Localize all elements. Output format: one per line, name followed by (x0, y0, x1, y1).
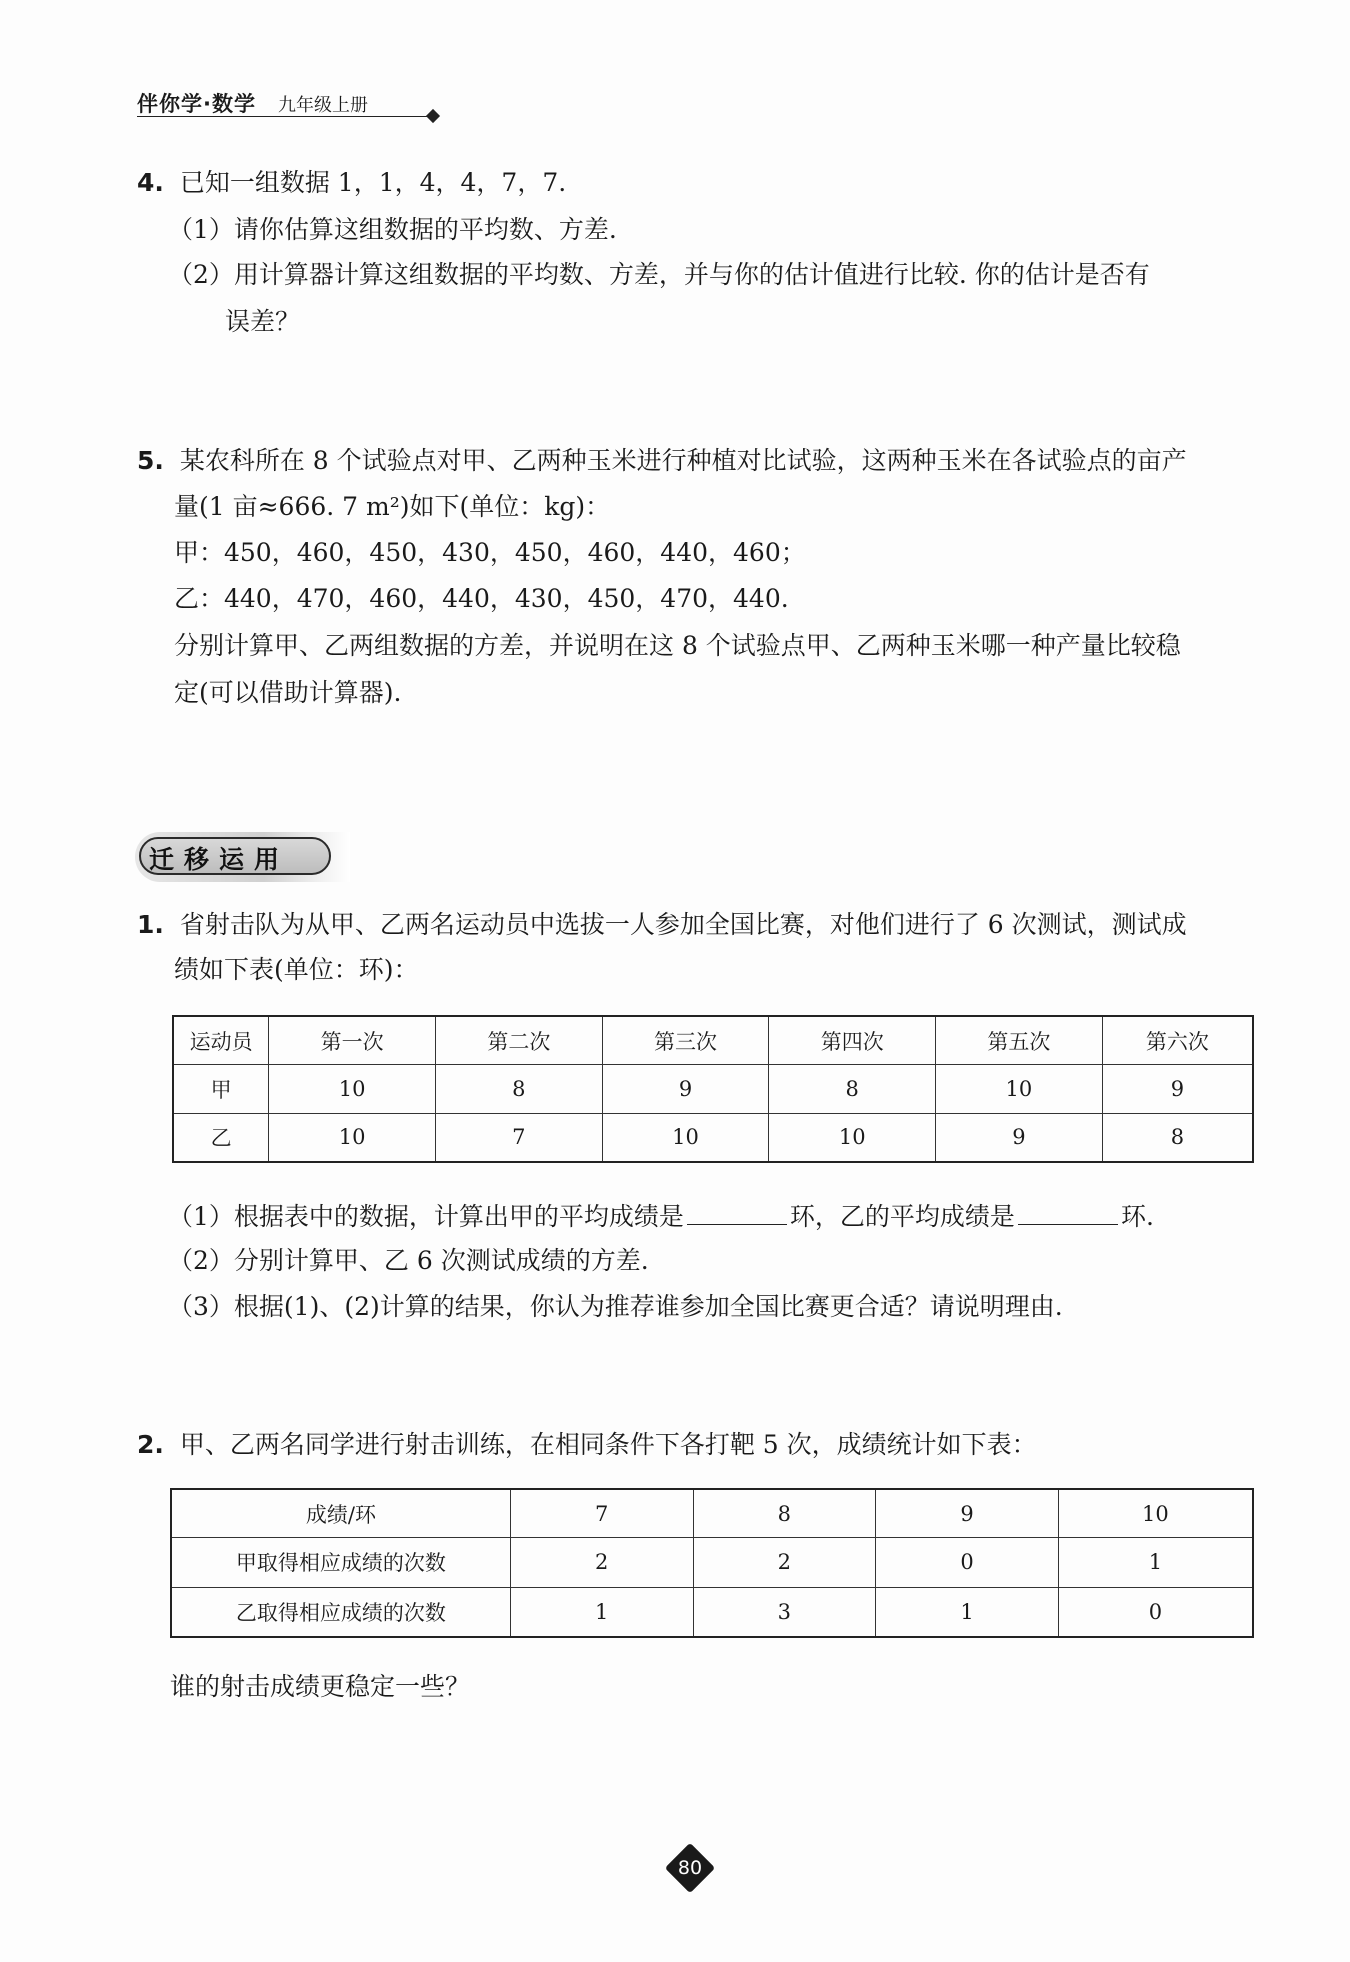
q5-yi-data: 乙：440，470，460，440，430，450，470，440. (174, 584, 789, 613)
s1-part1 (168, 1202, 1154, 1229)
table-cell: 9 (602, 1065, 769, 1114)
table-header-cell: 运动员 (173, 1016, 269, 1065)
table-row (171, 1587, 1253, 1637)
table-row (171, 1538, 1253, 1588)
table-header-cell: 第二次 (436, 1016, 603, 1065)
table-header-cell: 第一次 (269, 1016, 436, 1065)
table-header-cell: 7 (510, 1489, 693, 1538)
page-number: 80 (677, 1857, 703, 1879)
s2-score-table (170, 1488, 1254, 1638)
table-cell: 7 (436, 1113, 603, 1162)
table-cell: 甲取得相应成绩的次数 (171, 1538, 510, 1588)
q5-line1 (137, 448, 1187, 473)
answer-blank-yi[interactable] (1018, 1202, 1118, 1225)
q4-part2-line2: 误差？ (225, 307, 301, 336)
s1-line1 (137, 912, 1187, 937)
table-cell: 10 (602, 1113, 769, 1162)
book-subtitle: 九年级上册 (277, 95, 368, 116)
table-cell: 甲 (173, 1065, 269, 1114)
s2-line1 (137, 1432, 1037, 1457)
header-rule (137, 116, 434, 117)
s1-line1-text: 省射击队为从甲、乙两名运动员中选拔一人参加全国比赛，对他们进行了 6 次测试，测试成 (179, 910, 1187, 939)
table-cell: 1 (876, 1587, 1059, 1637)
table-cell: 10 (936, 1065, 1103, 1114)
s1-part1-text-b: 环，乙的平均成绩是 (789, 1202, 1015, 1231)
running-header (137, 88, 368, 118)
q5-jia-data: 甲：450，460，450，430，450，460，440，460； (174, 538, 806, 567)
q5-line6: 定(可以借助计算器). (174, 678, 402, 707)
table-header-cell: 第四次 (769, 1016, 936, 1065)
table-header-cell: 8 (693, 1489, 876, 1538)
table-cell: 0 (1058, 1587, 1253, 1637)
table-cell: 1 (1058, 1538, 1253, 1588)
table-cell: 10 (769, 1113, 936, 1162)
section-title: 迁移运用 (149, 845, 290, 874)
q4-part1: （1）请你估算这组数据的平均数、方差. (168, 215, 617, 244)
table-header-cell: 第六次 (1102, 1016, 1253, 1065)
table-row (173, 1065, 1253, 1114)
q5-line5: 分别计算甲、乙两组数据的方差，并说明在这 8 个试验点甲、乙两种玉米哪一种产量比较稳 (174, 631, 1181, 660)
table-cell: 3 (693, 1587, 876, 1637)
table-header-cell: 成绩/环 (171, 1489, 510, 1538)
table-cell: 8 (769, 1065, 936, 1114)
page-number-badge (669, 1847, 711, 1889)
table-cell: 8 (436, 1065, 603, 1114)
q5-number: 5. (137, 446, 164, 475)
table-cell: 乙 (173, 1113, 269, 1162)
table-cell: 2 (510, 1538, 693, 1588)
table-cell: 10 (269, 1113, 436, 1162)
table-cell: 乙取得相应成绩的次数 (171, 1587, 510, 1637)
table-header-cell: 9 (876, 1489, 1059, 1538)
book-title: 伴你学·数学 (137, 92, 256, 116)
q5-line1-text: 某农科所在 8 个试验点对甲、乙两种玉米进行种植对比试验，这两种玉米在各试验点的亩产 (179, 446, 1187, 475)
s1-part2: （2）分别计算甲、乙 6 次测试成绩的方差. (168, 1246, 649, 1275)
table-header-cell: 第五次 (936, 1016, 1103, 1065)
section-banner (135, 832, 350, 882)
s1-part1-text-a: （1）根据表中的数据，计算出甲的平均成绩是 (168, 1202, 684, 1231)
q5-line2: 量(1 亩≈666. 7 m²)如下(单位：kg)： (174, 492, 611, 521)
s1-score-table (172, 1015, 1254, 1163)
table-cell: 9 (1102, 1065, 1253, 1114)
table-header-cell: 第三次 (602, 1016, 769, 1065)
table-cell: 1 (510, 1587, 693, 1637)
answer-blank-jia[interactable] (687, 1202, 787, 1225)
s2-number: 2. (137, 1430, 164, 1459)
table-header-cell: 10 (1058, 1489, 1253, 1538)
s1-number: 1. (137, 910, 164, 939)
q4-stem (137, 170, 566, 195)
header-diamond-icon (426, 109, 440, 123)
s2-question: 谁的射击成绩更稳定一些？ (170, 1672, 471, 1701)
s1-line2: 绩如下表(单位：环)： (174, 955, 419, 984)
table-header-row (173, 1016, 1253, 1065)
table-cell: 8 (1102, 1113, 1253, 1162)
s1-part1-text-c: 环. (1120, 1202, 1154, 1231)
table-cell: 2 (693, 1538, 876, 1588)
s2-line1-text: 甲、乙两名同学进行射击训练，在相同条件下各打靶 5 次，成绩统计如下表： (179, 1430, 1037, 1459)
table-cell: 10 (269, 1065, 436, 1114)
s1-part3: （3）根据(1)、(2)计算的结果，你认为推荐谁参加全国比赛更合适？请说明理由. (168, 1292, 1063, 1321)
table-cell: 9 (936, 1113, 1103, 1162)
q4-number: 4. (137, 168, 164, 197)
table-cell: 0 (876, 1538, 1059, 1588)
table-header-row (171, 1489, 1253, 1538)
table-row (173, 1113, 1253, 1162)
q4-part2-line1: （2）用计算器计算这组数据的平均数、方差，并与你的估计值进行比较. 你的估计是否有 (168, 260, 1150, 289)
q4-stem-text: 已知一组数据 1，1，4，4，7，7. (179, 168, 567, 197)
